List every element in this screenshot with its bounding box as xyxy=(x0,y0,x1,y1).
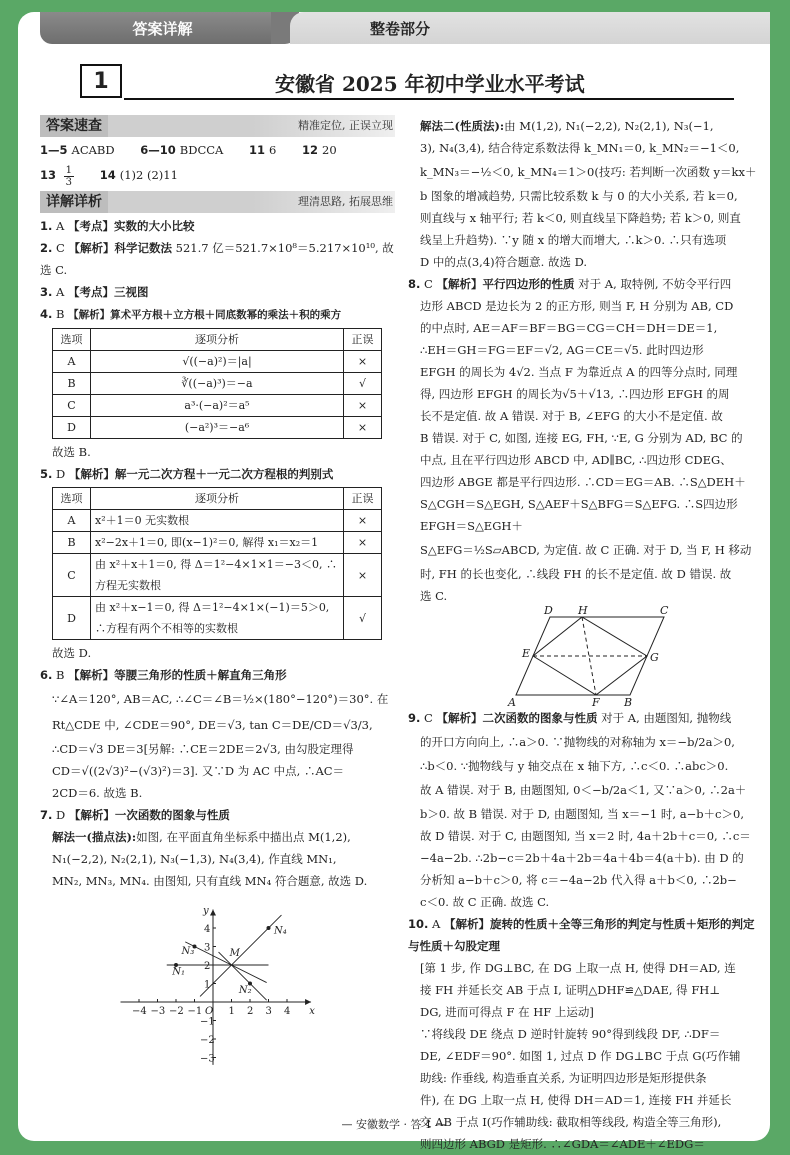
header-bar xyxy=(40,12,770,44)
q10-text: ∵将线段 DE 绕点 D 逆时针旋转 90°得到线段 DF, ∴DF＝ xyxy=(420,1027,721,1041)
table-header: 选项 xyxy=(53,329,91,351)
table-row xyxy=(53,597,382,640)
question-number: 1. xyxy=(40,219,53,233)
point-label-n1: N₁ xyxy=(171,966,185,978)
table-row xyxy=(53,395,382,417)
q7-text: k_MN₃＝−½＜0, k_MN₄＝1＞0(技巧: 若判断一次函数 y＝kx＋ xyxy=(420,165,757,179)
answer-value: 6 xyxy=(269,143,277,157)
y-tick-label: 2 xyxy=(203,961,210,972)
detailed-slogan: 理清思路, 拓展思维 xyxy=(298,195,393,208)
q7-text: 线呈上升趋势). ∵y 随 x 的增大而增大, ∴k＞0. ∴只有选项 xyxy=(420,233,727,247)
origin-label: O xyxy=(204,1006,213,1017)
table-row xyxy=(53,351,382,373)
question-tag: 【考点】三视图 xyxy=(68,285,149,299)
q7-text: 3), N₄(3,4), 结合待定系数法得 k_MN₁＝0, k_MN₂＝−1＜0, xyxy=(420,141,740,155)
y-tick-label: 3 xyxy=(203,942,210,954)
y-tick-label: 4 xyxy=(203,924,210,935)
q7-text: 如图, 在平面直角坐标系中描出点 M(1,2), xyxy=(136,830,351,844)
question-8 xyxy=(408,273,763,295)
question-2 xyxy=(40,237,395,281)
q8-text: 时, FH 的长也变化, ∴线段 FH 的长不是定值. 故 D 错误. 故 xyxy=(420,567,732,581)
question-answer: A xyxy=(56,219,65,233)
x-tick-label: 4 xyxy=(283,1006,290,1017)
question-answer: C xyxy=(424,711,433,725)
question-number: 4. xyxy=(40,307,53,321)
detailed-banner xyxy=(40,191,395,213)
quick-answers-row-2 xyxy=(40,161,395,189)
q9-text: ∴b＜0. ∵抛物线与 y 轴交点在 x 轴下方, ∴c＜0. ∴abc＞0. xyxy=(420,759,729,773)
table-header: 正误 xyxy=(344,329,382,351)
q7-method2-label: 解法二(性质法): xyxy=(420,119,505,133)
option-cell: B xyxy=(53,373,91,395)
label-b: B xyxy=(623,696,632,709)
q9-text: 对于 A, 由题图知, 抛物线 xyxy=(601,711,732,725)
page-footer: — 安徽数学 · 答 1 — xyxy=(341,1118,447,1131)
y-tick-label: −1 xyxy=(199,1016,215,1028)
question-5 xyxy=(40,463,395,485)
q8-text: 长不是定值. 故 A 错误. 对于 B, ∠EFG 的大小不是定值. 故 xyxy=(420,409,723,423)
q5-analysis-table xyxy=(52,487,382,640)
table-header: 选项 xyxy=(53,488,91,510)
point-label-n4: N₄ xyxy=(273,925,287,937)
tab-full-paper-label: 整卷部分 xyxy=(370,20,431,38)
question-answer: A xyxy=(56,285,65,299)
question-number: 8. xyxy=(408,277,421,291)
q10-text: 接 FH 并延长交 AB 于点 I, 证明△DHF≌△DAE, 得 FH⊥ xyxy=(420,983,721,997)
exam-title-row xyxy=(80,64,732,102)
q9-text: c＜0. 故 C 正确. 故选 C. xyxy=(420,895,550,909)
question-answer: A xyxy=(432,917,441,931)
q8-text: EFGH 的周长为 4√2. 当点 F 为靠近点 A 的四等分点时, 同理 xyxy=(420,365,738,379)
q7-text: b 图象的增减趋势, 只需比较系数 k 与 0 的大小关系, 若 k＝0, xyxy=(420,189,738,203)
question-1 xyxy=(40,215,395,237)
x-axis-arrow xyxy=(305,999,311,1005)
point-label-m: M xyxy=(229,947,240,959)
fraction-numerator: 1 xyxy=(65,164,73,176)
q8-text: 的中点时, AE＝AF＝BF＝BG＝CG＝CH＝DH＝DE＝1, xyxy=(420,321,718,335)
q8-parallelogram-figure xyxy=(496,604,676,709)
q10-text: DE, ∠EDF＝90°. 如图 1, 过点 D 作 DG⊥BC 于点 G(巧作辅 xyxy=(420,1049,741,1063)
x-tick-label: −3 xyxy=(150,1006,165,1017)
question-answer: D xyxy=(56,808,66,822)
mark-cell: × xyxy=(344,554,382,597)
q7-coordinate-graph xyxy=(118,892,318,1070)
table-row xyxy=(53,417,382,439)
left-column xyxy=(40,115,395,1070)
mark-cell: × xyxy=(344,510,382,532)
question-number: 5. xyxy=(40,467,53,481)
question-tag: 【解析】旋转的性质＋全等三角形的判定与性质＋矩形的判定与性质＋勾股定理 xyxy=(408,917,755,953)
x-tick-label: −1 xyxy=(187,1006,202,1017)
analysis-cell: x²＋1＝0 无实数根 xyxy=(91,510,344,532)
quick-answers-banner xyxy=(40,115,395,137)
q7-method1-label: 解法一(描点法): xyxy=(52,830,137,844)
q8-text: 四边形 ABGE 都是平行四边形. ∴CD＝EG＝AB. ∴S△DEH＋ xyxy=(420,475,746,489)
answer-value: 20 xyxy=(322,143,337,157)
q8-text: S△EFG＝½S▱ABCD, 为定值. 故 C 正确. 对于 D, 当 F, H 移动 xyxy=(420,543,752,557)
label-a: A xyxy=(507,696,516,709)
x-tick-label: −4 xyxy=(131,1006,147,1017)
q8-text: S△CGH＝S△EGH, S△AEF＋S△BFG＝S△EFG. ∴S四边形EFGH＝S△EGH＋ xyxy=(420,497,738,533)
question-tag: 【解析】科学记数法 xyxy=(68,241,172,255)
analysis-cell: a³·(−a)²＝a⁵ xyxy=(91,395,344,417)
question-number: 9. xyxy=(408,711,421,725)
analysis-cell: 由 x²＋x−1＝0, 得 Δ＝1²−4×1×(−1)＝5＞0, ∴方程有两个不相等的实数根 xyxy=(91,597,344,640)
q10-text: 助线: 作垂线, 构造垂直关系, 为证明四边形是矩形提供条 xyxy=(420,1071,707,1085)
label-f: F xyxy=(591,696,600,709)
analysis-cell: x²−2x＋1＝0, 即(x−1)²＝0, 解得 x₁＝x₂＝1 xyxy=(91,532,344,554)
q8-text: 中点, 且在平行四边形 ABCD 中, AD∥BC, ∴四边形 CDEG、 xyxy=(420,453,732,467)
y-axis-label: y xyxy=(202,905,209,917)
question-number: 6. xyxy=(40,668,53,682)
table-header: 正误 xyxy=(344,488,382,510)
option-cell: A xyxy=(53,510,91,532)
question-tag: 【解析】解一元二次方程＋一元二次方程根的判别式 xyxy=(68,467,334,481)
q10-text: 交 AB 于点 I(巧作辅助线: 截取相等线段, 构造全等三角形), xyxy=(420,1115,722,1129)
answer-value: ACABD xyxy=(71,143,115,157)
option-cell: D xyxy=(53,417,91,439)
table-header-row xyxy=(53,488,382,510)
q7-text: D 中的点(3,4)符合题意. 故选 D. xyxy=(420,255,588,269)
q7-text: N₁(−2,2), N₂(2,1), N₃(−1,3), N₄(3,4), 作直线 MN₁, xyxy=(52,852,337,866)
answer-value: BDCCA xyxy=(179,143,224,157)
x-tick-label: 1 xyxy=(228,1006,235,1017)
table-row xyxy=(53,554,382,597)
option-cell: C xyxy=(53,554,91,597)
question-number: 2. xyxy=(40,241,53,255)
analysis-cell: √((−a)²)＝|a| xyxy=(91,351,344,373)
q10-text: 则四边形 ABGD 是矩形. ∴∠GDA＝∠ADE＋∠EDG＝ xyxy=(420,1137,705,1151)
point-N₄ xyxy=(266,926,270,930)
table-row xyxy=(53,510,382,532)
q8-text: 对于 A, 取特例, 不妨令平行四 xyxy=(578,277,732,291)
q6-line: 2CD＝6. 故选 B. xyxy=(52,786,143,800)
question-number: 7. xyxy=(40,808,53,822)
x-axis-label: x xyxy=(308,1006,315,1017)
line-mn3 xyxy=(185,942,266,983)
question-tag: 【解析】平行四边形的性质 xyxy=(436,277,575,291)
q9-text: 分析知 a−b＋c＞0, 将 c＝−4a−2b 代入得 a＋b＜0, ∴2b− xyxy=(420,873,737,887)
q8-text: ∴EH＝GH＝FG＝EF＝√2, AG＝CE＝√5. 此时四边形 xyxy=(420,343,704,357)
q4-conclusion: 故选 B. xyxy=(52,445,91,459)
analysis-cell: (−a²)³＝−a⁶ xyxy=(91,417,344,439)
question-10 xyxy=(408,913,763,957)
right-column xyxy=(408,115,763,1155)
question-4 xyxy=(40,303,395,326)
exam-title: 安徽省 2025 年初中学业水平考试 xyxy=(275,72,585,96)
y-tick-label: 1 xyxy=(203,979,210,991)
table-header: 逐项分析 xyxy=(91,488,344,510)
quick-answers-row-1 xyxy=(40,139,395,161)
option-cell: A xyxy=(53,351,91,373)
q7-text: 则直线与 x 轴平行; 若 k＜0, 则直线呈下降趋势; 若 k＞0, 则直 xyxy=(420,211,741,225)
q9-text: 的开口方向向上, ∴a＞0. ∵抛物线的对称轴为 x＝−b/2a＞0, xyxy=(420,735,735,749)
q8-text: 选 C. xyxy=(420,589,448,603)
page-card xyxy=(18,12,770,1151)
q9-text: b＞0. 故 B 错误. 对于 D, 由题图知, 当 x＝−1 时, a−b＋c＞0, xyxy=(420,807,744,821)
point-label-n2: N₂ xyxy=(238,984,252,996)
option-cell: D xyxy=(53,597,91,640)
question-6 xyxy=(40,664,395,686)
answer-label: 14 xyxy=(99,168,116,182)
table-row xyxy=(53,532,382,554)
answer-fraction xyxy=(64,165,74,188)
q6-line: CD＝√((2√3)²−(√3)²)＝3]. 又∵D 为 AC 中点, ∴AC＝ xyxy=(52,764,345,778)
table-row xyxy=(53,373,382,395)
question-tag: 【解析】二次函数的图象与性质 xyxy=(436,711,598,725)
x-tick-label: 2 xyxy=(246,1006,253,1017)
question-answer: C xyxy=(424,277,433,291)
point-label-n3: N₃ xyxy=(181,945,194,957)
question-answer: B xyxy=(56,668,65,682)
label-g: G xyxy=(649,651,659,664)
question-number: 3. xyxy=(40,285,53,299)
answer-label: 6—10 xyxy=(140,143,176,157)
q9-text: 故 A 错误. 对于 B, 由题图知, 0＜−b/2a＜1, 又∵a＞0, ∴2a＋ xyxy=(420,783,747,797)
q5-conclusion: 故选 D. xyxy=(52,646,92,660)
question-tag: 【解析】等腰三角形的性质＋解直角三角形 xyxy=(68,668,287,682)
q10-text: [第 1 步, 作 DG⊥BC, 在 DG 上取一点 H, 使得 DH＝AD, 连 xyxy=(420,961,736,975)
question-text: 521.7 亿＝521.7×10⁸＝5.217×10¹⁰, 故选 C. xyxy=(40,241,394,277)
q10-text: 件), 在 DG 上取一点 H, 使得 DH＝AD＝1, 连接 FH 并延长 xyxy=(420,1093,732,1107)
x-tick-label: −2 xyxy=(168,1006,184,1017)
option-cell: C xyxy=(53,395,91,417)
question-tag: 【考点】实数的大小比较 xyxy=(68,219,195,233)
table-header: 逐项分析 xyxy=(91,329,344,351)
q7-method2-line xyxy=(408,115,763,137)
question-number: 10. xyxy=(408,917,429,931)
mark-cell: × xyxy=(344,395,382,417)
quick-answers-slogan: 精准定位, 正误立现 xyxy=(298,119,393,132)
question-9 xyxy=(408,707,763,729)
analysis-cell: ∛((−a)³)＝−a xyxy=(91,373,344,395)
tab-answer-detail xyxy=(40,12,285,44)
q4-analysis-table xyxy=(52,328,382,439)
tab-answer-detail-label: 答案详解 xyxy=(132,19,193,38)
q10-text: DG, 进而可得点 F 在 HF 上运动] xyxy=(420,1005,594,1019)
exam-number: 1 xyxy=(80,64,122,98)
question-answer: B xyxy=(56,307,65,321)
q6-line: Rt△CDE 中, ∠CDE＝90°, DE＝√3, tan C＝DE/CD＝√3/3, xyxy=(52,718,373,732)
detailed-title: 详解详析 xyxy=(40,191,108,213)
mark-cell: × xyxy=(344,417,382,439)
question-tag: 【解析】一次函数的图象与性质 xyxy=(68,808,230,822)
label-c: C xyxy=(659,604,668,617)
y-axis-arrow xyxy=(210,910,216,916)
title-divider xyxy=(124,98,734,100)
analysis-cell: 由 x²＋x＋1＝0, 得 Δ＝1²−4×1×1＝−3＜0, ∴方程无实数根 xyxy=(91,554,344,597)
option-cell: B xyxy=(53,532,91,554)
question-tag: 【解析】算术平方根＋立方根＋同底数幂的乘法＋积的乘方 xyxy=(68,309,342,321)
mark-cell: × xyxy=(344,532,382,554)
mark-cell: × xyxy=(344,351,382,373)
answer-label: 13 xyxy=(40,168,57,182)
q7-method1-line xyxy=(40,826,395,848)
q6-line: ∵∠A＝120°, AB＝AC, ∴∠C＝∠B＝½×(180°−120°)＝30°. 在 xyxy=(52,692,389,706)
fraction-denominator: 3 xyxy=(65,176,73,188)
q7-text: 由 M(1,2), N₁(−2,2), N₂(2,1), N₃(−1, xyxy=(504,119,714,133)
question-answer: C xyxy=(56,241,65,255)
q6-line: ∴CD＝√3 DE＝3[另解: ∴CE＝2DE＝2√3, 由勾股定理得 xyxy=(52,742,354,756)
answer-value: (1)2 (2)11 xyxy=(119,168,178,182)
q8-text: 得, 四边形 EFGH 的周长为√5＋√13, ∴四边形 EFGH 的周 xyxy=(420,387,730,401)
y-tick-label: −3 xyxy=(199,1053,215,1065)
label-h: H xyxy=(577,604,588,617)
label-d: D xyxy=(543,604,553,617)
answer-label: 1—5 xyxy=(40,143,68,157)
y-tick-label: −2 xyxy=(199,1035,215,1046)
answer-label: 12 xyxy=(302,143,319,157)
question-3 xyxy=(40,281,395,303)
q7-text: MN₂, MN₃, MN₄. 由图知, 只有直线 MN₄ 符合题意, 故选 D. xyxy=(52,874,368,888)
x-tick-label: 3 xyxy=(265,1006,272,1017)
q8-text: B 错误. 对于 C, 如图, 连接 EG, FH, ∵E, G 分别为 AD, BC 的 xyxy=(420,431,743,445)
tab-full-paper xyxy=(290,12,770,44)
mark-cell: √ xyxy=(344,373,382,395)
quick-answers-title: 答案速查 xyxy=(40,115,108,137)
q9-text: 故 D 错误. 对于 C, 由题图知, 当 x＝2 时, 4a＋2b＋c＝0, ∴c＝ xyxy=(420,829,751,843)
question-answer: D xyxy=(56,467,66,481)
label-e: E xyxy=(521,647,530,660)
mark-cell: √ xyxy=(344,597,382,640)
q8-text: 边形 ABCD 是边长为 2 的正方形, 则当 F, H 分别为 AB, CD xyxy=(420,299,734,313)
table-header-row xyxy=(53,329,382,351)
answer-label: 11 xyxy=(249,143,266,157)
q9-text: −4a−2b. ∴2b−c＝2b＋4a＋2b＝4a＋4b＝4(a＋b). 由 D 的 xyxy=(420,851,744,865)
question-7 xyxy=(40,804,395,826)
